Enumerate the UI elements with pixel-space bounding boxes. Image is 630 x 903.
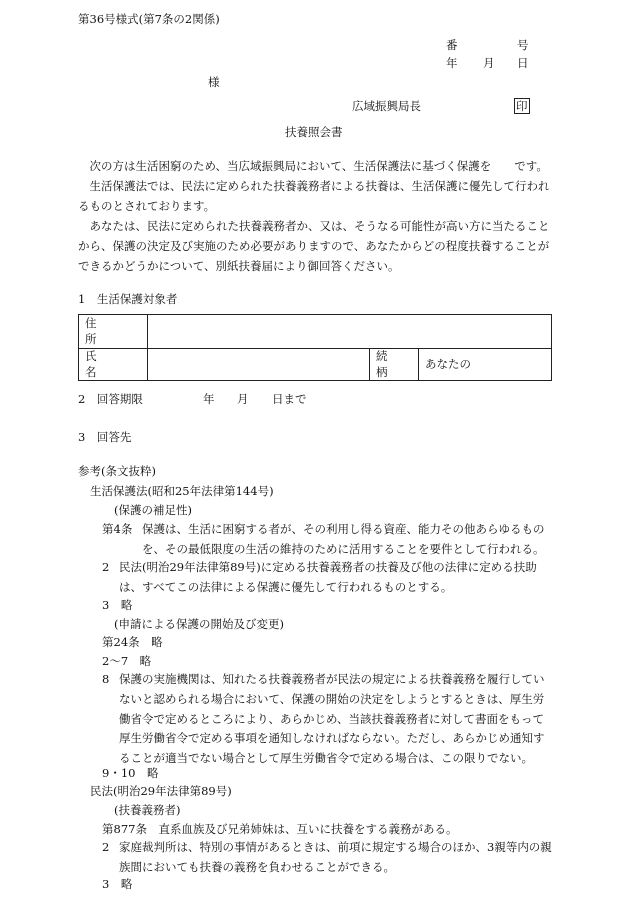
relation-label: 続柄 — [370, 349, 419, 381]
date-year: 年 — [446, 56, 458, 70]
intro-text — [78, 156, 553, 276]
section1-heading: 1 生活保護対象者 — [78, 292, 178, 306]
article4: 第4条 保護は、生活に困窮する者が、その利用し得る資産、能力その他あらゆるものを、その最低限度の生活の維持のために活用することを要件として行われる。 — [102, 522, 545, 556]
number-label-1: 番 — [446, 38, 458, 52]
article877: 第877条 直系血族及び兄弟姉妹は、互いに扶養をする義務がある。 — [102, 822, 458, 836]
law2-caption: (扶養義務者) — [114, 803, 181, 817]
intro-paragraph-2: 生活保護法では、民法に定められた扶養義務者による扶養は、生活保護に優先して行われるものとされております。 — [78, 179, 550, 213]
name-value — [148, 349, 370, 381]
article24-para2-7: 2〜7 略 — [102, 654, 152, 668]
law1-caption1: (保護の補足性) — [114, 503, 192, 517]
deadline-day: 日まで — [272, 392, 307, 406]
section2-heading: 2 回答期限 — [78, 392, 143, 406]
section3-heading: 3 回答先 — [78, 430, 132, 444]
number-label-2: 号 — [517, 38, 529, 52]
article4-para2: 2 民法(明治29年法律第89号)に定める扶養義務者の扶養及び他の法律に定める扶助は、すべてこの法律による保護に優先して行われるものとする。 — [102, 560, 537, 594]
sender: 広域振興局長 — [352, 99, 421, 113]
deadline-year: 年 — [203, 392, 215, 406]
address-value — [148, 315, 552, 349]
date-day: 日 — [517, 56, 529, 70]
intro-paragraph-3: あなたは、民法に定められた扶養義務者か、又は、そうなる可能性が高い方に当たることから、保護の決定及び実施のため必要がありますので、あなたからどの程度扶養することができるかどうかについて、別紙扶養届により御回答ください。 — [78, 219, 550, 273]
address-label: 住所 — [79, 315, 148, 349]
article24-para8: 8 保護の実施機関は、知れたる扶養義務者が民法の規定による扶養義務を履行していないと認められる場合において、保護の開始の決定をしようとするときは、厚生労働省令で定めるところにより、あらかじめ、当該扶養義務者に対して書面をもって厚生労働省令で定める事項を通知しなければならない。ただし、あらかじめ通知することが適当でない場合として厚生労働省令で定める場合は、この限りでない。 — [102, 672, 545, 766]
relation-value: あなたの — [419, 349, 552, 381]
article24-para9-10: 9・10 略 — [102, 766, 159, 780]
law2-title: 民法(明治29年法律第89号) — [90, 784, 232, 798]
reference-heading: 参考(条文抜粋) — [78, 464, 156, 478]
deadline-month: 月 — [237, 392, 249, 406]
article877-para3: 3 略 — [102, 877, 133, 891]
law1-title: 生活保護法(昭和25年法律第144号) — [90, 484, 274, 498]
law1-caption2: (申請による保護の開始及び変更) — [114, 617, 284, 631]
target-person-table — [78, 314, 552, 381]
article24: 第24条 略 — [102, 635, 163, 649]
document-title: 扶養照会書 — [285, 125, 343, 139]
form-number: 第36号様式(第7条の2関係) — [78, 12, 220, 26]
seal-mark: 印 — [516, 99, 528, 113]
intro-paragraph-1: 次の方は生活困窮のため、当広域振興局において、生活保護法に基づく保護を です。 — [89, 159, 548, 173]
article877-para2: 2 家庭裁判所は、特別の事情があるときは、前項に規定する場合のほか、3親等内の親族間においても扶養の義務を負わせることができる。 — [102, 840, 552, 874]
addressee-suffix: 様 — [208, 75, 220, 89]
name-label: 氏名 — [79, 349, 148, 381]
date-month: 月 — [483, 56, 495, 70]
article4-para3: 3 略 — [102, 598, 133, 612]
